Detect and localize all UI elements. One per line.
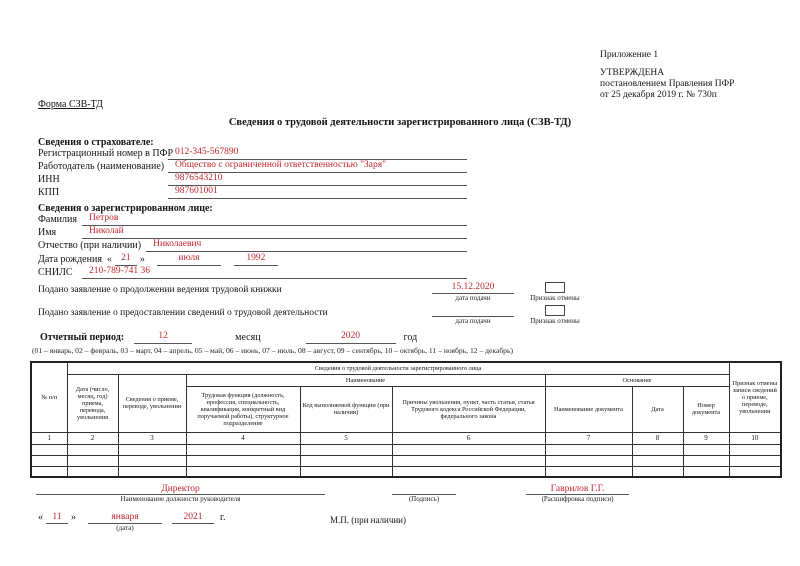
- signature-name-caption: (Расшифровка подписи): [541, 495, 614, 503]
- surname-label: Фамилия: [38, 214, 77, 225]
- col-header-cancel: Признак отмены записи сведений о приеме, переводе, увольнении: [729, 362, 781, 432]
- patronymic-label: Отчество (при наличии): [38, 240, 142, 251]
- birth-year-value: 1992: [234, 252, 278, 266]
- period-label: Отчетный период:: [40, 332, 125, 343]
- inn-label: ИНН: [38, 174, 60, 185]
- statement-continue-workbook: [38, 281, 770, 303]
- form-title: Сведения о трудовой деятельности зарегистрированного лица (СЗВ-ТД): [228, 117, 572, 128]
- group-header-name: Наименование: [186, 374, 545, 386]
- col-header-info: Сведения о приеме, переводе, увольнении: [118, 374, 186, 432]
- column-numbers-row: [31, 432, 781, 444]
- signature-value: [392, 483, 456, 495]
- open-quote: «: [106, 254, 112, 265]
- statement-provide-info: [38, 304, 770, 326]
- filing-date-caption: дата подачи: [455, 294, 491, 302]
- approved-by-label: постановлением Правления ПФР: [600, 79, 735, 89]
- period-year-caption: год: [403, 332, 418, 343]
- employer-label: Работодатель (наименование): [38, 161, 165, 172]
- close-quote: »: [139, 254, 145, 265]
- surname-value: Петров: [82, 212, 467, 226]
- col-num: 6: [392, 432, 545, 444]
- snils-label: СНИЛС: [38, 267, 73, 278]
- field-inn: [38, 172, 467, 186]
- open-quote: «: [38, 512, 43, 523]
- reporting-period-row: [40, 330, 417, 344]
- group-header-basis: Основание: [545, 374, 729, 386]
- cancel-flag-block: [520, 304, 590, 326]
- approved-date-label: от 25 декабря 2019 г. № 730п: [600, 90, 717, 100]
- sign-date-year: 2021: [172, 511, 214, 524]
- sign-date-month-block: [88, 511, 162, 533]
- signing-date-row: [38, 511, 225, 533]
- field-surname: [38, 212, 467, 226]
- year-suffix: г.: [220, 512, 226, 523]
- firstname-label: Имя: [38, 227, 57, 238]
- col-header-function: Трудовая функция (должность, профессия, специальность, квалификация, конкретный вид поручаемой работы), структурное подразделение: [186, 386, 300, 432]
- inn-value: 9876543210: [168, 172, 467, 186]
- col-header-doc-number: Номер документа: [683, 386, 729, 432]
- col-header-code: Код выполняемой функции (при наличии): [300, 386, 392, 432]
- work-activity-table: [30, 361, 782, 478]
- birth-month-value: июля: [157, 252, 221, 266]
- period-month-value: 12: [134, 330, 192, 344]
- col-num: 1: [31, 432, 67, 444]
- head-position-caption: Наименование должности руководителя: [120, 495, 241, 503]
- col-num: 9: [683, 432, 729, 444]
- field-snils: [38, 265, 467, 279]
- field-employer: [38, 159, 467, 173]
- person-heading: Сведения о зарегистрированном лице:: [38, 203, 213, 214]
- kpp-label: КПП: [38, 187, 60, 198]
- signature-block: [392, 483, 456, 504]
- cancel-flag-block: [520, 281, 590, 303]
- approval-block: [600, 50, 734, 101]
- sign-date-month: января: [88, 511, 162, 524]
- cancel-flag-checkbox[interactable]: [545, 282, 565, 293]
- col-num: 4: [186, 432, 300, 444]
- table-span-title: Сведения о трудовой деятельности зарегистрированного лица: [67, 362, 729, 374]
- statement-text: Подано заявление о продолжении ведения трудовой книжки: [38, 285, 282, 295]
- col-header-reason: Причины увольнения, пункт, часть статьи, статья Трудового кодекса Российской Федерации, федерального закона: [392, 386, 545, 432]
- period-year-value: 2020: [306, 330, 396, 344]
- birthdate-label: Дата рождения: [38, 254, 102, 265]
- col-num: 5: [300, 432, 392, 444]
- field-kpp: [38, 185, 467, 199]
- months-legend: (01 – январь, 02 – февраль, 03 – март, 04 – апрель, 05 – май, 06 – июнь, 07 – июль, 08 – август, 09 – сентябрь, 10 – октябрь, 11 – ноябрь, 12 – декабрь): [32, 346, 513, 355]
- col-header-doc-date: Дата: [632, 386, 683, 432]
- table-row: [31, 444, 781, 455]
- insurer-heading: Сведения о страхователе:: [38, 137, 154, 148]
- kpp-value: 987601001: [168, 185, 467, 199]
- birth-day-value: 21: [115, 252, 137, 266]
- signature-caption: (Подпись): [408, 495, 440, 503]
- field-reg-number: [38, 146, 467, 160]
- col-header-doc-name: Наименование документа: [545, 386, 632, 432]
- sign-date-caption: (дата): [116, 524, 134, 532]
- filing-date-value: 15.12.2020: [432, 281, 514, 294]
- sign-date-day: 11: [46, 511, 68, 524]
- employer-value: Общество с ограниченной ответственностью "Заря": [168, 159, 467, 173]
- patronymic-value: Николаевич: [146, 238, 467, 252]
- col-num: 3: [118, 432, 186, 444]
- col-num: 7: [545, 432, 632, 444]
- signature-name-value: Гаврилов Г.Г.: [526, 483, 629, 495]
- col-num: 10: [729, 432, 781, 444]
- reg-number-value: 012-345-567890: [168, 146, 467, 160]
- cancel-flag-caption: Признак отмены: [530, 294, 580, 302]
- close-quote: »: [71, 512, 76, 523]
- snils-value: 210-789-741 36: [82, 265, 467, 279]
- col-num: 2: [67, 432, 118, 444]
- field-firstname: [38, 225, 467, 239]
- stamp-note: М.П. (при наличии): [330, 515, 406, 525]
- period-month-caption: месяц: [235, 332, 261, 343]
- filing-date-value: [432, 304, 514, 317]
- form-code-label: Форма СЗВ-ТД: [38, 99, 103, 110]
- statement-text: Подано заявление о предоставлении сведений о трудовой деятельности: [38, 308, 328, 318]
- reg-number-label: Регистрационный номер в ПФР: [38, 148, 173, 159]
- approved-label: УТВЕРЖДЕНА: [600, 68, 665, 78]
- col-header-number: № п/п: [31, 362, 67, 432]
- table-row: [31, 455, 781, 466]
- field-patronymic: [38, 238, 467, 252]
- signature-name-block: [526, 483, 629, 504]
- field-birthdate: [38, 252, 467, 266]
- filing-date-block: [432, 281, 514, 303]
- head-position-value: Директор: [36, 483, 325, 495]
- filing-date-caption: дата подачи: [455, 317, 491, 325]
- firstname-value: Николай: [82, 225, 467, 239]
- cancel-flag-checkbox[interactable]: [545, 305, 565, 316]
- filing-date-block: [432, 304, 514, 326]
- table-row: [31, 466, 781, 477]
- annex-label: Приложение 1: [600, 50, 659, 60]
- col-header-date: Дата (число, месяц, год) приема, перевода, увольнения: [67, 374, 118, 432]
- col-num: 8: [632, 432, 683, 444]
- cancel-flag-caption: Признак отмены: [530, 317, 580, 325]
- head-position-block: [36, 483, 325, 504]
